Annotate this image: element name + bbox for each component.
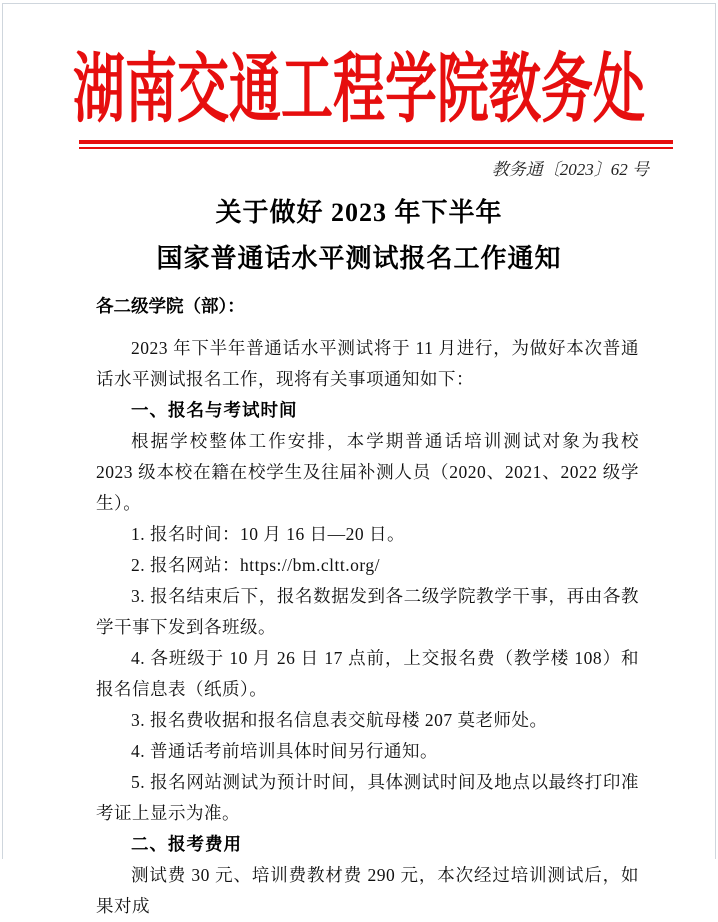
paragraph: 根据学校整体工作安排，本学期普通话培训测试对象为我校 2023 级本校在籍在校学生及往届补测人员（2020、2021、2022 级学生）。 [96,431,639,513]
letterhead [3,30,715,134]
paragraph: 4. 普通话考前培训具体时间另行通知。 [131,741,438,761]
paragraph: 5. 报名网站测试为预计时间，具体测试时间及地点以最终打印准考证上显示为准。 [96,772,639,823]
paragraph: 3. 报名费收据和报名信息表交航母楼 207 莫老师处。 [131,710,548,730]
body-blocks [3,333,715,922]
notice-title-line1: 关于做好 2023 年下半年 [215,198,503,227]
paragraph: 1. 报名时间：10 月 16 日—20 日。 [131,524,405,544]
section-heading: 一、报名与考试时间 [131,400,298,420]
paragraph: 4. 各班级于 10 月 26 日 17 点前，上交报名费（教学楼 108）和报名信息表（纸质）。 [96,648,639,699]
paragraph: 2023 年下半年普通话水平测试将于 11 月进行，为做好本次普通话水平测试报名工作，现将有关事项通知如下： [96,338,639,389]
letterhead-title: 湖南交通工程学院教务处 [72,49,645,133]
paragraph: 2. 报名网站：https://bm.cltt.org/ [131,555,380,575]
document-number: 教务通〔2023〕62 号 [491,160,649,179]
red-double-rule [79,140,673,149]
document-page [2,3,716,916]
paragraph: 3. 报名结束后下，报名数据发到各二级学院教学干事，再由各教学干事下发到各班级。 [96,586,639,637]
paragraph: 测试费 30 元、培训费教材费 290 元，本次经过培训测试后，如果对成 [96,865,639,916]
salutation: 各二级学院（部）： [96,296,245,316]
section-heading: 二、报考费用 [131,834,242,854]
notice-title-line2: 国家普通话水平测试报名工作通知 [156,244,562,273]
